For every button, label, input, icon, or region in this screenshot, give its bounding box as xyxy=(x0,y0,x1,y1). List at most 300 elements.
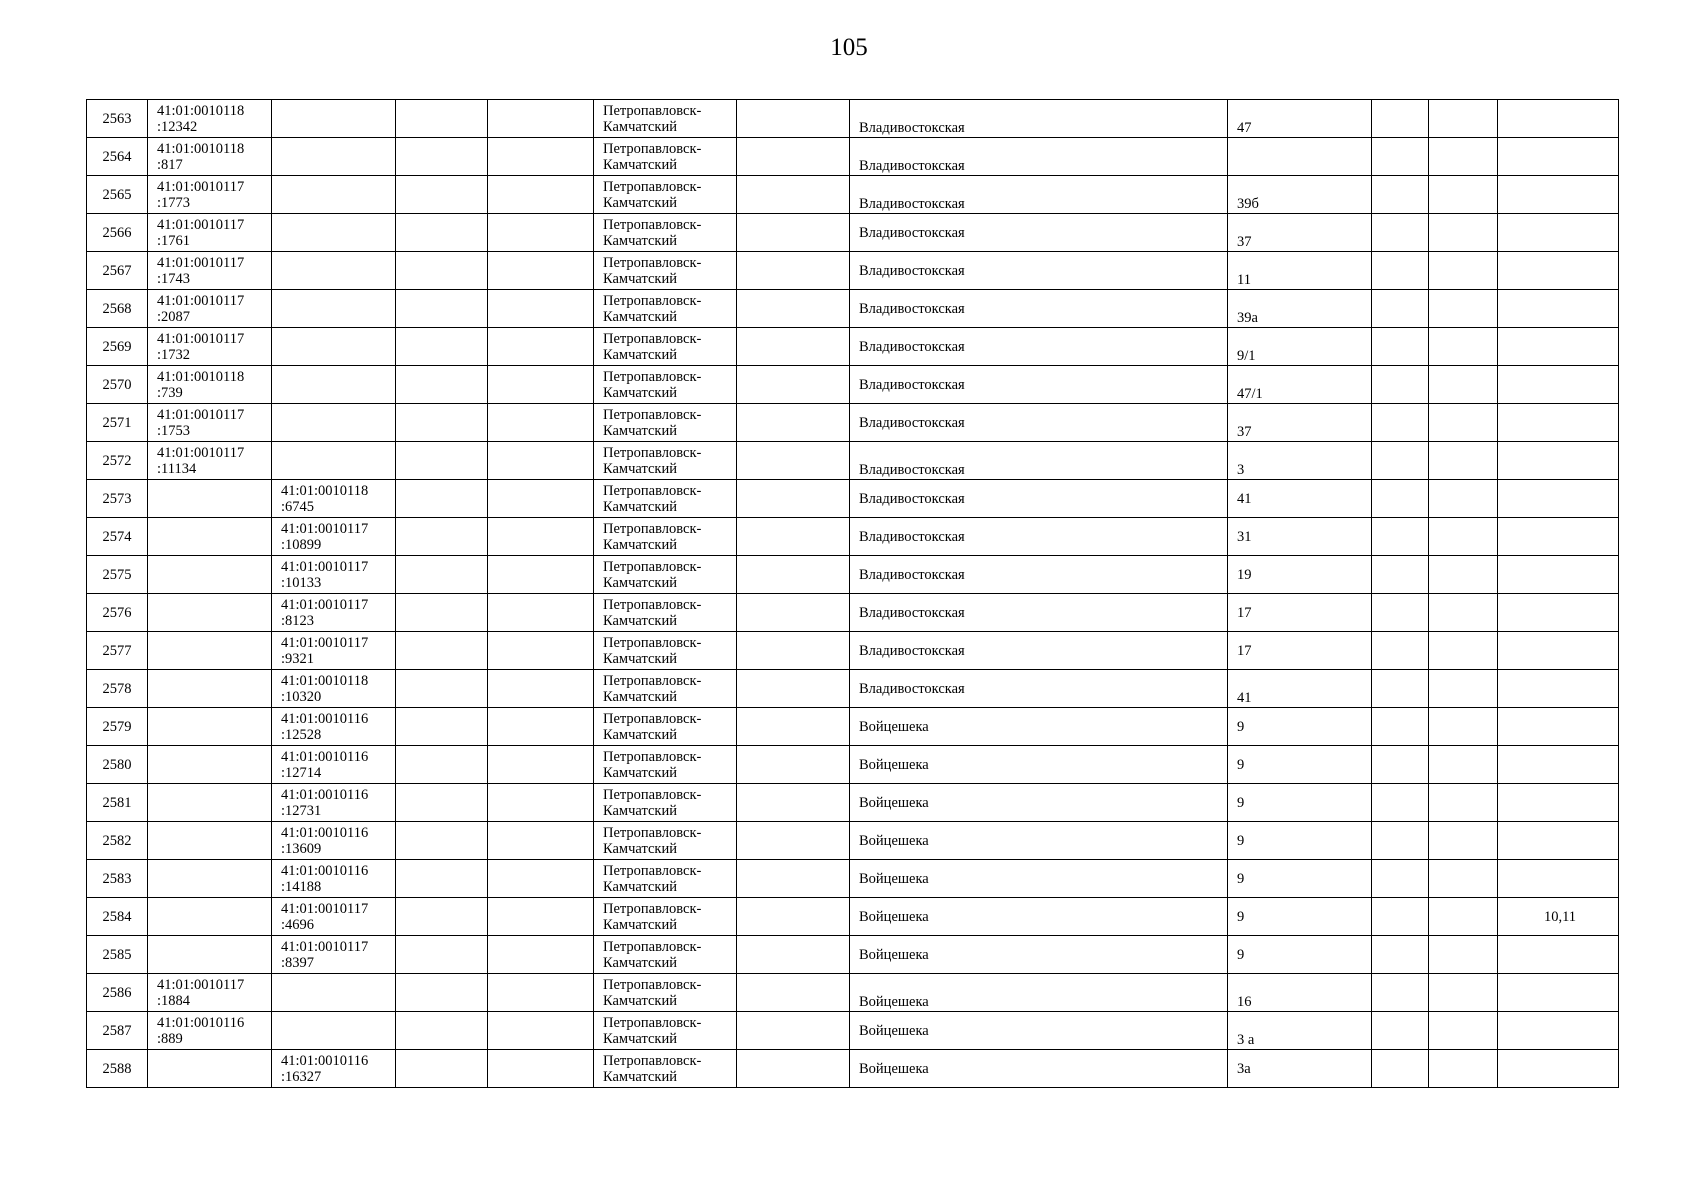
table-row xyxy=(87,784,1619,822)
table-row xyxy=(87,670,1619,708)
cadastral-number-cell-line-2: :1884 xyxy=(157,992,191,1009)
empty-cell-c xyxy=(737,936,850,974)
row-number-cell: 2583 xyxy=(87,860,148,898)
cadastral-number-cell-line-1: 41:01:0010117 xyxy=(157,254,245,271)
row-number-cell: 2573 xyxy=(87,480,148,518)
extra-cell xyxy=(1498,442,1619,480)
table-row xyxy=(87,138,1619,176)
extra-cell xyxy=(1498,746,1619,784)
cadastral-number-cell xyxy=(148,594,272,632)
cadastral-number-alt-cell xyxy=(272,898,396,936)
empty-cell-c xyxy=(737,632,850,670)
row-number-cell: 2584 xyxy=(87,898,148,936)
empty-cell-c xyxy=(737,328,850,366)
row-number-cell: 2576 xyxy=(87,594,148,632)
empty-cell-c xyxy=(737,100,850,138)
cadastral-number-alt-cell xyxy=(272,366,396,404)
city-cell-line-1: Петропавловск- xyxy=(603,444,702,461)
cadastral-number-alt-cell-line-1: 41:01:0010116 xyxy=(281,748,369,765)
empty-cell-d xyxy=(1372,404,1429,442)
row-number-cell: 2574 xyxy=(87,518,148,556)
empty-cell-a xyxy=(396,708,488,746)
empty-cell-c xyxy=(737,518,850,556)
cadastral-number-cell xyxy=(148,936,272,974)
cadastral-number-cell-line-1: 41:01:0010117 xyxy=(157,406,245,423)
cadastral-number-cell-line-2: :817 xyxy=(157,156,183,173)
cadastral-number-cell-line-2: :11134 xyxy=(157,460,197,477)
registry-table-body xyxy=(87,100,1619,1088)
street-cell: Владивостокская xyxy=(850,176,1228,214)
empty-cell-c xyxy=(737,860,850,898)
cadastral-number-alt-cell-line-1: 41:01:0010116 xyxy=(281,862,369,879)
extra-cell xyxy=(1498,138,1619,176)
cadastral-number-cell-line-2: :889 xyxy=(157,1030,183,1047)
cadastral-number-alt-cell xyxy=(272,480,396,518)
cadastral-number-cell xyxy=(148,214,272,252)
empty-cell-d xyxy=(1372,176,1429,214)
extra-cell xyxy=(1498,670,1619,708)
table-row xyxy=(87,1012,1619,1050)
cadastral-number-alt-cell xyxy=(272,556,396,594)
empty-cell-a xyxy=(396,594,488,632)
city-cell-line-1: Петропавловск- xyxy=(603,824,702,841)
empty-cell-c xyxy=(737,176,850,214)
street-cell: Войцешека xyxy=(850,936,1228,974)
extra-cell xyxy=(1498,860,1619,898)
cadastral-number-alt-cell-line-2: :8123 xyxy=(281,612,315,629)
city-cell xyxy=(594,442,737,480)
empty-cell-b xyxy=(488,176,594,214)
city-cell-line-1: Петропавловск- xyxy=(603,938,702,955)
city-cell-line-1: Петропавловск- xyxy=(603,634,702,651)
empty-cell-e xyxy=(1429,556,1498,594)
cadastral-number-cell xyxy=(148,898,272,936)
empty-cell-c xyxy=(737,404,850,442)
cadastral-number-cell-line-1: 41:01:0010117 xyxy=(157,292,245,309)
cadastral-number-alt-cell-line-1: 41:01:0010116 xyxy=(281,824,369,841)
row-number-cell: 2567 xyxy=(87,252,148,290)
street-cell: Владивостокская xyxy=(850,404,1228,442)
empty-cell-a xyxy=(396,746,488,784)
house-cell: 11 xyxy=(1228,252,1372,290)
empty-cell-e xyxy=(1429,138,1498,176)
cadastral-number-cell-line-2: :1773 xyxy=(157,194,191,211)
empty-cell-c xyxy=(737,708,850,746)
empty-cell-b xyxy=(488,1050,594,1088)
city-cell-line-2: Камчатский xyxy=(603,422,677,439)
city-cell-line-1: Петропавловск- xyxy=(603,900,702,917)
city-cell-line-2: Камчатский xyxy=(603,650,677,667)
empty-cell-b xyxy=(488,860,594,898)
empty-cell-e xyxy=(1429,822,1498,860)
empty-cell-c xyxy=(737,214,850,252)
empty-cell-a xyxy=(396,252,488,290)
city-cell-line-2: Камчатский xyxy=(603,346,677,363)
cadastral-number-alt-cell xyxy=(272,214,396,252)
city-cell-line-1: Петропавловск- xyxy=(603,292,702,309)
city-cell-line-2: Камчатский xyxy=(603,992,677,1009)
row-number-cell: 2571 xyxy=(87,404,148,442)
extra-cell xyxy=(1498,974,1619,1012)
row-number-cell: 2579 xyxy=(87,708,148,746)
empty-cell-a xyxy=(396,176,488,214)
cadastral-number-alt-cell-line-2: :10133 xyxy=(281,574,322,591)
empty-cell-a xyxy=(396,214,488,252)
city-cell-line-1: Петропавловск- xyxy=(603,558,702,575)
empty-cell-d xyxy=(1372,746,1429,784)
empty-cell-a xyxy=(396,898,488,936)
house-cell: 39б xyxy=(1228,176,1372,214)
city-cell xyxy=(594,366,737,404)
cadastral-number-alt-cell-line-2: :10899 xyxy=(281,536,322,553)
empty-cell-a xyxy=(396,480,488,518)
cadastral-number-cell xyxy=(148,328,272,366)
empty-cell-e xyxy=(1429,632,1498,670)
cadastral-number-alt-cell-line-1: 41:01:0010117 xyxy=(281,520,369,537)
empty-cell-d xyxy=(1372,518,1429,556)
empty-cell-c xyxy=(737,1050,850,1088)
empty-cell-b xyxy=(488,1012,594,1050)
cadastral-number-alt-cell xyxy=(272,290,396,328)
extra-cell xyxy=(1498,784,1619,822)
cadastral-number-alt-cell-line-1: 41:01:0010117 xyxy=(281,900,369,917)
cadastral-number-alt-cell xyxy=(272,936,396,974)
empty-cell-a xyxy=(396,556,488,594)
empty-cell-d xyxy=(1372,670,1429,708)
empty-cell-e xyxy=(1429,328,1498,366)
empty-cell-a xyxy=(396,936,488,974)
extra-cell xyxy=(1498,632,1619,670)
cadastral-number-cell xyxy=(148,404,272,442)
cadastral-number-alt-cell xyxy=(272,822,396,860)
cadastral-number-cell xyxy=(148,556,272,594)
table-row xyxy=(87,594,1619,632)
house-cell: 47 xyxy=(1228,100,1372,138)
city-cell xyxy=(594,480,737,518)
empty-cell-d xyxy=(1372,1050,1429,1088)
extra-cell xyxy=(1498,214,1619,252)
house-cell: 9 xyxy=(1228,708,1372,746)
city-cell xyxy=(594,594,737,632)
street-cell: Войцешека xyxy=(850,822,1228,860)
city-cell-line-1: Петропавловск- xyxy=(603,482,702,499)
empty-cell-e xyxy=(1429,518,1498,556)
cadastral-number-alt-cell xyxy=(272,404,396,442)
cadastral-number-alt-cell-line-2: :9321 xyxy=(281,650,315,667)
city-cell-line-1: Петропавловск- xyxy=(603,1052,702,1069)
city-cell xyxy=(594,670,737,708)
extra-cell xyxy=(1498,366,1619,404)
cadastral-number-alt-cell-line-1: 41:01:0010117 xyxy=(281,634,369,651)
empty-cell-d xyxy=(1372,860,1429,898)
empty-cell-c xyxy=(737,594,850,632)
house-cell: 41 xyxy=(1228,480,1372,518)
cadastral-number-cell xyxy=(148,480,272,518)
table-row xyxy=(87,176,1619,214)
street-cell: Войцешека xyxy=(850,1012,1228,1050)
city-cell xyxy=(594,556,737,594)
city-cell-line-2: Камчатский xyxy=(603,270,677,287)
extra-cell xyxy=(1498,176,1619,214)
cadastral-number-cell-line-2: :1732 xyxy=(157,346,191,363)
empty-cell-c xyxy=(737,480,850,518)
city-cell-line-1: Петропавловск- xyxy=(603,596,702,613)
table-row xyxy=(87,556,1619,594)
cadastral-number-cell xyxy=(148,632,272,670)
city-cell-line-2: Камчатский xyxy=(603,194,677,211)
street-cell: Владивостокская xyxy=(850,138,1228,176)
table-row xyxy=(87,860,1619,898)
city-cell-line-1: Петропавловск- xyxy=(603,368,702,385)
city-cell xyxy=(594,1050,737,1088)
row-number-cell: 2565 xyxy=(87,176,148,214)
empty-cell-b xyxy=(488,746,594,784)
cadastral-number-cell xyxy=(148,252,272,290)
empty-cell-e xyxy=(1429,670,1498,708)
house-cell: 9 xyxy=(1228,746,1372,784)
row-number-cell: 2587 xyxy=(87,1012,148,1050)
empty-cell-a xyxy=(396,1012,488,1050)
empty-cell-d xyxy=(1372,480,1429,518)
cadastral-number-cell xyxy=(148,974,272,1012)
empty-cell-c xyxy=(737,746,850,784)
extra-cell xyxy=(1498,518,1619,556)
city-cell-line-1: Петропавловск- xyxy=(603,406,702,423)
cadastral-number-cell xyxy=(148,138,272,176)
empty-cell-a xyxy=(396,404,488,442)
house-cell: 47/1 xyxy=(1228,366,1372,404)
empty-cell-b xyxy=(488,670,594,708)
city-cell-line-2: Камчатский xyxy=(603,498,677,515)
city-cell xyxy=(594,328,737,366)
row-number-cell: 2572 xyxy=(87,442,148,480)
empty-cell-e xyxy=(1429,784,1498,822)
row-number-cell: 2578 xyxy=(87,670,148,708)
empty-cell-e xyxy=(1429,100,1498,138)
row-number-cell: 2568 xyxy=(87,290,148,328)
cadastral-number-alt-cell-line-2: :16327 xyxy=(281,1068,322,1085)
empty-cell-d xyxy=(1372,784,1429,822)
empty-cell-c xyxy=(737,290,850,328)
city-cell-line-1: Петропавловск- xyxy=(603,254,702,271)
street-cell: Владивостокская xyxy=(850,214,1228,252)
cadastral-number-cell-line-1: 41:01:0010118 xyxy=(157,368,245,385)
empty-cell-d xyxy=(1372,708,1429,746)
city-cell-line-1: Петропавловск- xyxy=(603,748,702,765)
street-cell: Владивостокская xyxy=(850,366,1228,404)
empty-cell-d xyxy=(1372,936,1429,974)
city-cell-line-2: Камчатский xyxy=(603,688,677,705)
house-cell: 17 xyxy=(1228,594,1372,632)
empty-cell-b xyxy=(488,556,594,594)
city-cell xyxy=(594,404,737,442)
extra-cell xyxy=(1498,100,1619,138)
row-number-cell: 2588 xyxy=(87,1050,148,1088)
cadastral-number-alt-cell-line-1: 41:01:0010117 xyxy=(281,558,369,575)
cadastral-number-cell xyxy=(148,442,272,480)
city-cell-line-1: Петропавловск- xyxy=(603,330,702,347)
city-cell-line-1: Петропавловск- xyxy=(603,976,702,993)
city-cell-line-2: Камчатский xyxy=(603,232,677,249)
empty-cell-a xyxy=(396,860,488,898)
extra-cell xyxy=(1498,404,1619,442)
house-cell: 16 xyxy=(1228,974,1372,1012)
extra-cell xyxy=(1498,328,1619,366)
city-cell xyxy=(594,746,737,784)
cadastral-number-alt-cell xyxy=(272,442,396,480)
street-cell: Владивостокская xyxy=(850,442,1228,480)
empty-cell-d xyxy=(1372,214,1429,252)
table-row xyxy=(87,252,1619,290)
cadastral-number-alt-cell-line-2: :4696 xyxy=(281,916,315,933)
extra-cell xyxy=(1498,1012,1619,1050)
city-cell xyxy=(594,1012,737,1050)
city-cell xyxy=(594,100,737,138)
extra-cell xyxy=(1498,594,1619,632)
cadastral-number-cell xyxy=(148,746,272,784)
cadastral-number-cell-line-2: :1753 xyxy=(157,422,191,439)
empty-cell-b xyxy=(488,290,594,328)
city-cell-line-2: Камчатский xyxy=(603,916,677,933)
street-cell: Войцешека xyxy=(850,1050,1228,1088)
cadastral-number-alt-cell-line-2: :14188 xyxy=(281,878,322,895)
empty-cell-e xyxy=(1429,1050,1498,1088)
empty-cell-b xyxy=(488,404,594,442)
cadastral-number-alt-cell xyxy=(272,100,396,138)
empty-cell-b xyxy=(488,594,594,632)
empty-cell-b xyxy=(488,480,594,518)
empty-cell-e xyxy=(1429,936,1498,974)
empty-cell-d xyxy=(1372,442,1429,480)
city-cell xyxy=(594,822,737,860)
empty-cell-d xyxy=(1372,328,1429,366)
empty-cell-d xyxy=(1372,100,1429,138)
page-number: 105 xyxy=(830,34,868,61)
table-row xyxy=(87,746,1619,784)
extra-cell xyxy=(1498,290,1619,328)
cadastral-number-cell-line-1: 41:01:0010116 xyxy=(157,1014,245,1031)
empty-cell-e xyxy=(1429,708,1498,746)
cadastral-number-alt-cell-line-2: :12714 xyxy=(281,764,322,781)
city-cell xyxy=(594,936,737,974)
empty-cell-b xyxy=(488,328,594,366)
house-cell: 19 xyxy=(1228,556,1372,594)
city-cell-line-2: Камчатский xyxy=(603,612,677,629)
cadastral-number-cell xyxy=(148,822,272,860)
cadastral-number-alt-cell xyxy=(272,1050,396,1088)
cadastral-number-alt-cell-line-2: :10320 xyxy=(281,688,322,705)
cadastral-number-alt-cell-line-2: :12731 xyxy=(281,802,322,819)
cadastral-number-cell-line-2: :2087 xyxy=(157,308,191,325)
street-cell: Войцешека xyxy=(850,708,1228,746)
street-cell: Владивостокская xyxy=(850,594,1228,632)
extra-cell: 10,11 xyxy=(1498,898,1619,936)
empty-cell-d xyxy=(1372,974,1429,1012)
cadastral-number-cell xyxy=(148,290,272,328)
street-cell: Владивостокская xyxy=(850,670,1228,708)
empty-cell-b xyxy=(488,442,594,480)
house-cell: 37 xyxy=(1228,214,1372,252)
empty-cell-c xyxy=(737,898,850,936)
city-cell-line-1: Петропавловск- xyxy=(603,672,702,689)
empty-cell-a xyxy=(396,366,488,404)
house-cell: 3 xyxy=(1228,442,1372,480)
table-row xyxy=(87,328,1619,366)
cadastral-number-alt-cell xyxy=(272,632,396,670)
house-cell: 9 xyxy=(1228,936,1372,974)
table-row xyxy=(87,442,1619,480)
city-cell xyxy=(594,860,737,898)
empty-cell-e xyxy=(1429,480,1498,518)
street-cell: Войцешека xyxy=(850,860,1228,898)
cadastral-number-cell xyxy=(148,708,272,746)
city-cell-line-2: Камчатский xyxy=(603,574,677,591)
city-cell-line-2: Камчатский xyxy=(603,954,677,971)
row-number-cell: 2569 xyxy=(87,328,148,366)
empty-cell-e xyxy=(1429,860,1498,898)
cadastral-number-cell xyxy=(148,366,272,404)
city-cell-line-2: Камчатский xyxy=(603,536,677,553)
house-cell xyxy=(1228,138,1372,176)
empty-cell-d xyxy=(1372,632,1429,670)
extra-cell xyxy=(1498,708,1619,746)
empty-cell-a xyxy=(396,290,488,328)
empty-cell-b xyxy=(488,518,594,556)
row-number-cell: 2581 xyxy=(87,784,148,822)
cadastral-number-cell xyxy=(148,670,272,708)
empty-cell-e xyxy=(1429,594,1498,632)
empty-cell-e xyxy=(1429,746,1498,784)
city-cell xyxy=(594,138,737,176)
empty-cell-b xyxy=(488,708,594,746)
table-row xyxy=(87,936,1619,974)
city-cell-line-1: Петропавловск- xyxy=(603,178,702,195)
empty-cell-c xyxy=(737,822,850,860)
city-cell-line-1: Петропавловск- xyxy=(603,1014,702,1031)
cadastral-number-alt-cell xyxy=(272,138,396,176)
registry-table xyxy=(86,99,1619,1088)
empty-cell-b xyxy=(488,936,594,974)
empty-cell-c xyxy=(737,784,850,822)
city-cell-line-2: Камчатский xyxy=(603,764,677,781)
city-cell xyxy=(594,632,737,670)
row-number-cell: 2585 xyxy=(87,936,148,974)
empty-cell-d xyxy=(1372,252,1429,290)
city-cell xyxy=(594,898,737,936)
cadastral-number-alt-cell xyxy=(272,1012,396,1050)
row-number-cell: 2564 xyxy=(87,138,148,176)
cadastral-number-cell-line-1: 41:01:0010117 xyxy=(157,330,245,347)
cadastral-number-alt-cell-line-2: :13609 xyxy=(281,840,322,857)
cadastral-number-cell-line-1: 41:01:0010118 xyxy=(157,140,245,157)
empty-cell-c xyxy=(737,1012,850,1050)
house-cell: 3а xyxy=(1228,1050,1372,1088)
empty-cell-d xyxy=(1372,366,1429,404)
city-cell xyxy=(594,290,737,328)
cadastral-number-cell xyxy=(148,100,272,138)
street-cell: Владивостокская xyxy=(850,556,1228,594)
house-cell: 9 xyxy=(1228,822,1372,860)
street-cell: Владивостокская xyxy=(850,518,1228,556)
empty-cell-b xyxy=(488,822,594,860)
empty-cell-a xyxy=(396,670,488,708)
empty-cell-d xyxy=(1372,594,1429,632)
extra-cell xyxy=(1498,936,1619,974)
cadastral-number-cell-line-1: 41:01:0010117 xyxy=(157,976,245,993)
empty-cell-a xyxy=(396,822,488,860)
house-cell: 9 xyxy=(1228,860,1372,898)
cadastral-number-alt-cell-line-1: 41:01:0010117 xyxy=(281,938,369,955)
